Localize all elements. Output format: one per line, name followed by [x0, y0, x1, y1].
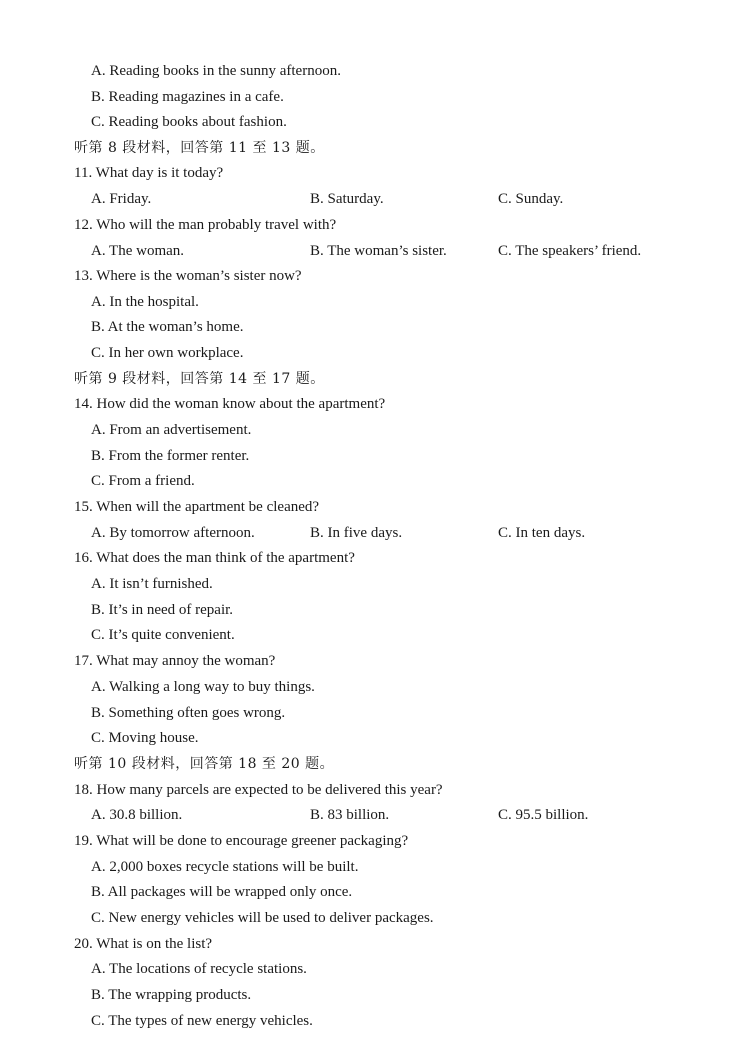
option-text: B. Something often goes wrong. [91, 705, 286, 721]
question-text: 11. What day is it today? [74, 165, 224, 181]
question-text: 20. What is on the list? [74, 936, 213, 952]
option-a: A. Friday. [91, 191, 152, 207]
option-b: B. 83 billion. [310, 807, 390, 823]
option-text: B. All packages will be wrapped only once. [91, 884, 353, 900]
option-text: A. Walking a long way to buy things. [91, 679, 315, 695]
option-text: B. From the former renter. [91, 448, 250, 464]
option-b: B. The woman’s sister. [310, 243, 447, 259]
option-text: C. In her own workplace. [91, 345, 244, 361]
question-text: 18. How many parcels are expected to be delivered this year? [74, 782, 443, 798]
section-instruction: 听第 10 段材料，回答第 18 至 20 题。 [74, 756, 335, 772]
option-c: C. Sunday. [498, 191, 564, 207]
option-text: C. From a friend. [91, 473, 195, 489]
section-instruction: 听第 9 段材料，回答第 14 至 17 题。 [74, 371, 325, 387]
option-text: C. New energy vehicles will be used to deliver packages. [91, 910, 434, 926]
option-text: C. It’s quite convenient. [91, 627, 235, 643]
question-text: 19. What will be done to encourage greener packaging? [74, 833, 409, 849]
option-a: A. The woman. [91, 243, 185, 259]
option-b: B. In five days. [310, 525, 403, 541]
question-text: 17. What may annoy the woman? [74, 653, 276, 669]
option-a: A. By tomorrow afternoon. [91, 525, 255, 541]
option-text: C. Reading books about fashion. [91, 114, 287, 130]
option-c: C. In ten days. [498, 525, 586, 541]
question-text: 14. How did the woman know about the apartment? [74, 396, 386, 412]
option-text: C. The types of new energy vehicles. [91, 1013, 313, 1029]
option-text: C. Moving house. [91, 730, 199, 746]
option-text: A. The locations of recycle stations. [91, 961, 307, 977]
option-text: B. The wrapping products. [91, 987, 252, 1003]
option-c: C. 95.5 billion. [498, 807, 589, 823]
option-c: C. The speakers’ friend. [498, 243, 642, 259]
option-a: A. 30.8 billion. [91, 807, 183, 823]
option-text: B. It’s in need of repair. [91, 602, 234, 618]
option-b: B. Saturday. [310, 191, 384, 207]
option-text: A. It isn’t furnished. [91, 576, 213, 592]
option-text: B. At the woman’s home. [91, 319, 244, 335]
option-text: A. From an advertisement. [91, 422, 252, 438]
option-text: A. 2,000 boxes recycle stations will be built. [91, 859, 359, 875]
option-text: B. Reading magazines in a cafe. [91, 89, 284, 105]
question-text: 15. When will the apartment be cleaned? [74, 499, 320, 515]
section-instruction: 听第 8 段材料，回答第 11 至 13 题。 [74, 140, 325, 156]
option-text: A. In the hospital. [91, 294, 199, 310]
question-text: 12. Who will the man probably travel with? [74, 217, 337, 233]
option-text: A. Reading books in the sunny afternoon. [91, 63, 341, 79]
question-text: 16. What does the man think of the apartment? [74, 550, 355, 566]
question-text: 13. Where is the woman’s sister now? [74, 268, 302, 284]
